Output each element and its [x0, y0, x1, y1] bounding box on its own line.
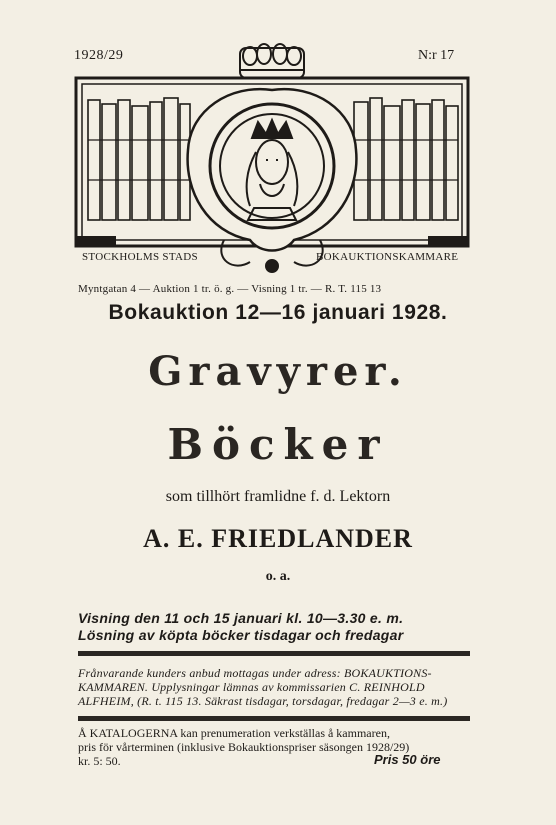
notice-line: KAMMAREN. Upplysningar lämnas av kommissarien C. REINHOLD — [78, 680, 425, 694]
title-books: Böcker — [167, 420, 389, 469]
viewing-info — [78, 610, 478, 644]
auction-dates-heading: Bokauktion 12—16 januari 1928. — [108, 301, 448, 324]
pickup-line: Lösning av köpta böcker tisdagar och fredagar — [78, 627, 404, 643]
institution-name-right: BOKAUKTIONSKAMMARE — [316, 251, 459, 263]
subscription-line: Å KATALOGERNA kan prenumeration verkställas å kammaren, — [78, 726, 390, 740]
viewing-line: Visning den 11 och 15 januari kl. 10—3.30 e. m. — [78, 610, 404, 626]
notice-line: Frånvarande kunders anbud mottagas under adress: BOKAUKTIONS- — [78, 666, 432, 680]
and-others: o. a. — [265, 569, 291, 584]
volume-year: 1928/29 — [74, 48, 124, 63]
divider — [78, 716, 470, 721]
subscription-line: pris för vårterminen (inklusive Bokauktionspriser säsongen 1928/29) — [78, 740, 410, 754]
subscription-line: kr. 5: 50. — [78, 754, 121, 768]
title-engravings: Gravyrer. — [148, 348, 408, 395]
address-line: Myntgatan 4 — Auktion 1 tr. ö. g. — Visning 1 tr. — R. T. 115 13 — [78, 283, 382, 295]
issue-number: N:r 17 — [418, 48, 455, 63]
absent-bidders-notice — [78, 666, 470, 708]
institution-name-left: STOCKHOLMS STADS — [82, 251, 198, 263]
price-label: Pris 50 öre — [374, 752, 441, 767]
owner-name: A. E. FRIEDLANDER — [143, 524, 413, 553]
owner-description: som tillhört framlidne f. d. Lektorn — [165, 488, 391, 505]
notice-line: ALFHEIM, (R. t. 115 13. Säkrast tisdagar, torsdagar, fredagar 2—3 e. m.) — [78, 694, 448, 708]
crest-emblem-icon — [74, 40, 470, 280]
divider — [78, 651, 470, 656]
